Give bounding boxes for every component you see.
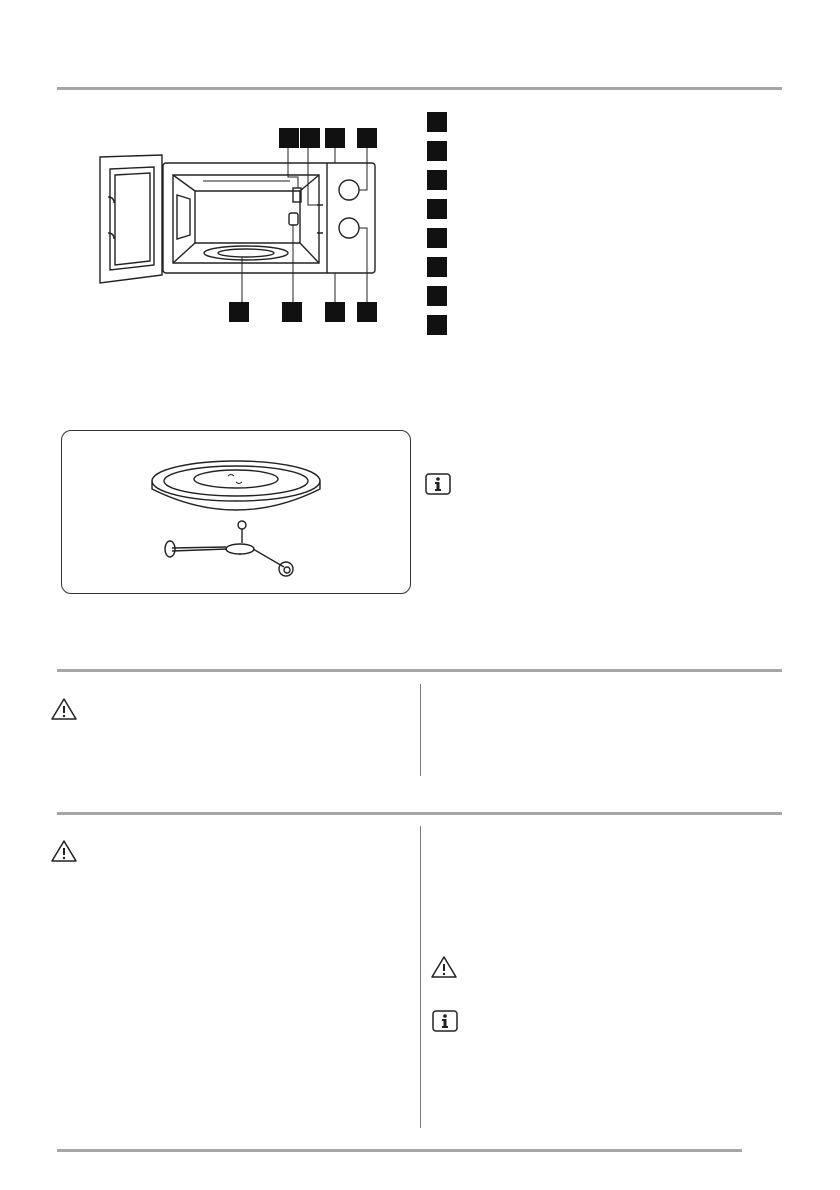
info-icon [425, 473, 451, 495]
microwave-oven-illustration [95, 125, 385, 325]
legend-marker [427, 286, 447, 306]
callout-marker [282, 302, 302, 322]
warning-icon [50, 839, 78, 863]
legend-marker [427, 141, 447, 161]
section-rule-before-first-use [57, 669, 782, 672]
legend-marker [427, 112, 447, 132]
accessories-figure-frame [61, 430, 411, 594]
callout-marker [357, 128, 377, 148]
section-rule-top [57, 87, 782, 90]
legend-marker [427, 228, 447, 248]
callout-marker [300, 128, 320, 148]
turntable-plate-illustration [150, 459, 322, 587]
callout-marker [229, 302, 249, 322]
info-icon [432, 1010, 458, 1032]
callout-marker [357, 302, 377, 322]
warning-icon [50, 697, 78, 721]
callout-marker [279, 128, 299, 148]
legend-marker [427, 315, 447, 335]
column-divider [420, 826, 421, 1128]
column-divider [420, 684, 421, 776]
warning-icon [430, 955, 458, 979]
section-rule-daily-use [57, 812, 782, 815]
footer-rule [57, 1149, 742, 1152]
legend-marker [427, 170, 447, 190]
callout-marker [325, 302, 345, 322]
legend-marker [427, 257, 447, 277]
legend-marker [427, 199, 447, 219]
callout-marker [325, 128, 345, 148]
